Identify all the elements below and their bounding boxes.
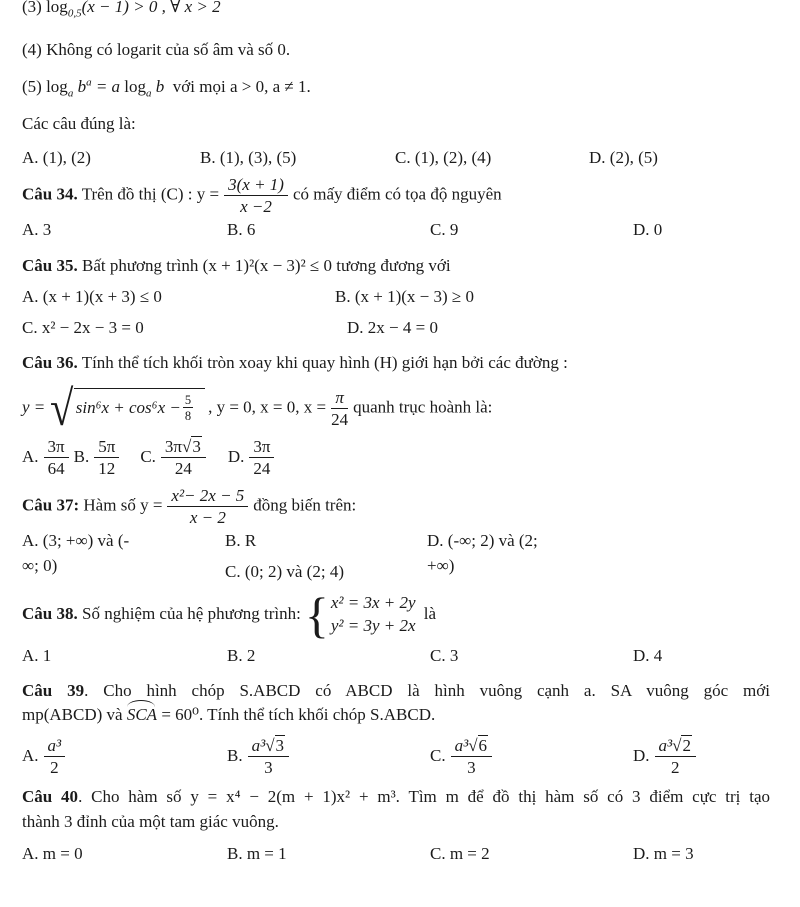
equation-1: x² = 3x + 2y <box>330 593 416 613</box>
option-label: A. <box>22 447 39 467</box>
q34-answers <box>22 218 770 243</box>
option-d-line1: D. (-∞; 2) và (2; <box>427 531 538 551</box>
q33-prompt-text: Các câu đúng là: <box>22 114 136 134</box>
root-value: 2 <box>682 736 691 756</box>
answer-option-b: B. (1), (3), (5) <box>200 147 297 167</box>
question-38-pre: Số nghiệm của hệ phương trình: <box>81 604 301 624</box>
numerator <box>451 736 492 757</box>
root-sign: √ <box>182 436 192 456</box>
root-value: 3 <box>275 736 285 756</box>
statement-3 <box>22 0 770 22</box>
answer-option-a: A. (1), (2) <box>22 147 91 167</box>
root-value: 3 <box>192 436 201 456</box>
numerator <box>44 437 69 458</box>
fraction <box>224 175 288 216</box>
answer-option-d <box>633 736 770 777</box>
denominator: x −2 <box>240 196 272 216</box>
answer-option-d: D. 2x − 4 = 0 <box>347 317 438 337</box>
equations <box>329 592 416 638</box>
answer-option-b <box>74 437 125 478</box>
numerator <box>161 437 206 458</box>
angle-sca: SCA <box>127 703 157 728</box>
numerator-text: 3π <box>47 436 65 456</box>
statement-4 <box>22 38 770 63</box>
brace-symbol: { <box>304 587 329 643</box>
q36-conditions: , y = 0, x = 0, x = <box>208 397 327 417</box>
question-35 <box>22 254 770 279</box>
fraction <box>331 388 348 429</box>
numerator <box>655 736 696 757</box>
question-35-text: Bất phương trình (x + 1)²(x − 3)² ≤ 0 tương đương với <box>81 256 451 276</box>
question-35-label: Câu 35. <box>22 256 78 276</box>
log-function: log <box>46 76 68 96</box>
option-label: D. <box>227 447 245 467</box>
radical-sign: √ <box>50 380 74 437</box>
q40-answers <box>22 842 770 867</box>
option-b: B. R <box>225 531 257 551</box>
log-base: 0,5 <box>67 7 82 20</box>
statement-3-number: (3) <box>22 0 42 16</box>
answer-option-d: D. (2), (5) <box>589 147 658 167</box>
question-40-label: Câu 40 <box>22 787 79 807</box>
answer-option-a: A. m = 0 <box>22 844 83 864</box>
denominator: 24 <box>331 409 349 429</box>
question-34-post: có mấy điểm có tọa độ nguyên <box>292 184 502 204</box>
denominator: 64 <box>47 458 65 478</box>
exponent: a <box>86 76 92 89</box>
question-39-line2 <box>22 703 770 728</box>
log-argument: b <box>77 76 87 96</box>
answer-option-a: A. (x + 1)(x + 3) ≤ 0 <box>22 286 162 306</box>
answer-option-a: A. 3 <box>22 219 52 239</box>
root-sign: √ <box>468 736 478 756</box>
log-function: log <box>46 0 68 16</box>
radical <box>48 380 205 437</box>
option-label: B. <box>73 447 90 467</box>
numerator-text: 3π <box>164 436 182 456</box>
q37-answers <box>22 529 770 584</box>
denominator: 24 <box>253 458 271 478</box>
question-34 <box>22 175 770 216</box>
q36-tail: quanh trục hoành là: <box>353 397 493 417</box>
answer-option-a <box>22 529 225 584</box>
question-40-line1 <box>22 785 770 810</box>
answer-option-c <box>140 437 211 478</box>
numerator: π <box>331 388 348 409</box>
log-base: a <box>67 87 74 100</box>
answer-options-b-c <box>225 529 427 584</box>
q36-formula <box>22 380 770 437</box>
question-39-label: Câu 39 <box>22 680 85 700</box>
question-40 <box>22 785 770 834</box>
numerator-text: a³ <box>47 736 62 756</box>
root-sign: √ <box>265 736 275 756</box>
denominator: 2 <box>671 758 680 778</box>
numerator: 5 <box>184 393 192 408</box>
fraction <box>94 437 119 478</box>
equals-part: = a <box>95 76 121 96</box>
answer-option-a <box>22 736 227 777</box>
option-d-line2: +∞) <box>427 555 455 575</box>
answer-option-b <box>227 736 430 777</box>
fraction <box>44 437 69 478</box>
radicand-text: sin⁶x + cos⁶x − <box>75 398 181 418</box>
statement-3-expression: (x − 1) > 0 , ∀ x > 2 <box>81 0 221 16</box>
numerator <box>44 736 66 757</box>
answer-option-c: C. 9 <box>430 219 459 239</box>
numerator <box>94 437 119 458</box>
question-38-label: Câu 38. <box>22 604 78 624</box>
option-c: C. (0; 2) và (2; 4) <box>225 561 344 581</box>
q36-answers <box>22 437 770 478</box>
fraction <box>655 736 696 777</box>
numerator-text: a³ <box>454 736 469 756</box>
option-label: B. <box>227 746 243 766</box>
fraction <box>249 437 274 478</box>
denominator: 2 <box>50 758 59 778</box>
answer-option-d: D. 4 <box>633 646 663 666</box>
answer-option-b: B. 2 <box>227 646 256 666</box>
numerator-text: 5π <box>98 436 116 456</box>
question-36 <box>22 351 770 376</box>
numerator: 3(x + 1) <box>224 175 288 196</box>
fraction <box>167 486 248 527</box>
question-38-tail: là <box>423 604 437 624</box>
numerator <box>249 437 274 458</box>
question-38 <box>22 587 770 643</box>
log-base: a <box>146 87 152 100</box>
numerator-text: a³ <box>251 736 266 756</box>
denominator: 3 <box>467 758 476 778</box>
answer-option-d <box>228 437 280 478</box>
numerator: x²− 2x − 5 <box>167 486 248 507</box>
question-40-line2 <box>22 810 770 835</box>
answer-option-c: C. x² − 2x − 3 = 0 <box>22 317 144 337</box>
question-39-text2b: = 60⁰. Tính thể tích khối chóp S.ABCD. <box>157 705 436 725</box>
question-34-label: Câu 34. <box>22 184 78 204</box>
option-label: C. <box>140 447 156 467</box>
question-39 <box>22 679 770 728</box>
q33-prompt <box>22 112 770 137</box>
option-label: A. <box>22 746 39 766</box>
numerator <box>248 736 289 757</box>
condition-text: với mọi a > 0, a ≠ 1. <box>172 76 311 96</box>
answer-option-c: C. 3 <box>430 646 459 666</box>
q33-answers <box>22 146 770 171</box>
option-label: C. <box>430 746 446 766</box>
denominator: x − 2 <box>189 508 226 527</box>
root-value: 6 <box>478 736 488 756</box>
denominator: 3 <box>264 758 273 778</box>
root-sign: √ <box>672 736 682 756</box>
q38-answers <box>22 644 770 669</box>
question-36-label: Câu 36. <box>22 353 78 373</box>
fraction <box>248 736 289 777</box>
question-39-text2a: mp(ABCD) và <box>22 705 127 725</box>
fraction <box>161 437 206 478</box>
log-function: log <box>124 76 147 96</box>
option-label: D. <box>633 746 650 766</box>
answer-option-a <box>22 437 74 478</box>
q39-answers <box>22 736 770 777</box>
question-40-text1: . Cho hàm số y = x⁴ − 2(m + 1)x² + m³. Tìm m để đồ thị hàm số có 3 điểm cực trị tạo <box>78 787 770 807</box>
answer-option-b: B. m = 1 <box>227 844 287 864</box>
option-a-line1: A. (3; +∞) và (- <box>22 531 130 551</box>
q35-answers-row2 <box>22 316 770 341</box>
question-34-pre: Trên đồ thị (C) : y = <box>81 184 220 204</box>
question-37 <box>22 486 770 527</box>
radical-body <box>74 388 205 425</box>
answer-option-b: B. 6 <box>227 219 256 239</box>
equation-2: y² = 3y + 2x <box>330 616 416 636</box>
question-37-label: Câu 37: <box>22 495 80 515</box>
answer-option-b: B. (x + 1)(x − 3) ≥ 0 <box>335 286 474 306</box>
answer-option-a: A. 1 <box>22 646 52 666</box>
y-equals: y = <box>22 397 46 417</box>
question-40-text2: thành 3 đỉnh của một tam giác vuông. <box>22 811 279 831</box>
fraction <box>451 736 492 777</box>
numerator-text: 3π <box>253 436 271 456</box>
statement-4-text: (4) Không có logarit của số âm và số 0. <box>22 40 291 60</box>
q35-answers-row1 <box>22 285 770 310</box>
question-39-text1: . Cho hình chóp S.ABCD có ABCD là hình vuông cạnh a. SA vuông góc mới <box>84 680 770 700</box>
answer-option-d: D. m = 3 <box>633 844 694 864</box>
option-a-line2: ∞; 0) <box>22 555 58 575</box>
log-argument: b <box>155 76 165 96</box>
answer-option-c <box>430 736 633 777</box>
fraction <box>183 393 193 423</box>
statement-5 <box>22 75 770 102</box>
equation-system <box>304 587 416 643</box>
answer-option-d: D. 0 <box>633 219 663 239</box>
numerator-text: a³ <box>658 736 673 756</box>
denominator: 12 <box>98 458 116 478</box>
question-37-pre: Hàm số y = <box>83 495 163 515</box>
question-37-post: đồng biến trên: <box>253 495 357 515</box>
question-36-text: Tính thể tích khối tròn xoay khi quay hình (H) giới hạn bởi các đường : <box>81 353 568 373</box>
denominator: 8 <box>184 409 192 424</box>
fraction <box>44 736 66 777</box>
denominator: 24 <box>174 458 192 478</box>
answer-option-c: C. m = 2 <box>430 844 490 864</box>
answer-option-d <box>427 529 770 584</box>
answer-option-c: C. (1), (2), (4) <box>395 147 492 167</box>
statement-5-number: (5) <box>22 76 42 96</box>
